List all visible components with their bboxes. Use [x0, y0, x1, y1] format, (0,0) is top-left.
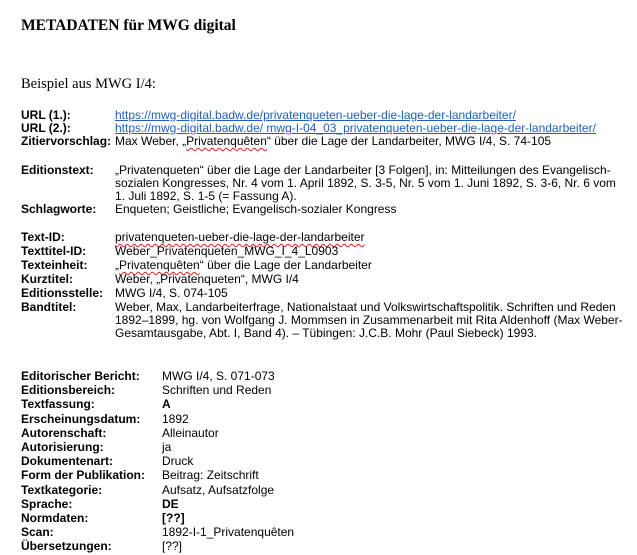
url2-link[interactable]: https://mwg-digital.badw.de/ mwg-I-04_03_privatenqueten-ueber-die-lage-der-landarbeiter/	[115, 121, 596, 135]
bandtitel-value: Weber, Max, Landarbeiterfrage, Nationalstaat und Volkswirtschaftspolitik. Schriften und Reden 1892–1899, hg. von Wolfgang J. Mommsen in Zusammenarbeit mit Rita Aldenhoff (Max Weber-Gesamtausgabe, Abt. I, Band 4). – Tübingen: J.C.B. Mohr (Paul Siebeck) 1993.	[115, 300, 623, 340]
page-title: METADATEN für MWG digital	[21, 17, 236, 34]
kurztitel-value: Weber, „Privatenqueten“, MWG I/4	[115, 272, 299, 286]
report-row-label: Scan:	[21, 525, 54, 539]
schlagworte-value: Enqueten; Geistliche; Evangelisch-sozialer Kongress	[115, 202, 397, 216]
report-row-value: MWG I/4, S. 071-073	[162, 369, 275, 383]
textid-label: Text-ID:	[21, 230, 65, 244]
texttitelid-label: Texttitel-ID:	[21, 244, 87, 258]
textid-value: privatenqueten-ueber-die-lage-der-landarbeiter	[115, 230, 365, 244]
example-heading: Beispiel aus MWG I/4:	[21, 76, 156, 92]
report-row-label: Form der Publikation:	[21, 468, 146, 482]
texteinheit-value: „Privatenquêten“ über die Lage der Landarbeiter	[115, 258, 372, 272]
report-row-value: Alleinautor	[162, 426, 219, 440]
bandtitel-label: Bandtitel:	[21, 300, 77, 314]
report-row-value: A	[162, 397, 171, 411]
editionstext-label: Editionstext:	[21, 163, 94, 177]
report-row-label: Sprache:	[21, 497, 73, 511]
report-row-value: [??]	[162, 539, 183, 553]
report-row-label: Textfassung:	[21, 397, 95, 411]
kurztitel-label: Kurztitel:	[21, 272, 73, 286]
report-row-value: DE	[162, 497, 179, 511]
report-row-value: 1892-I-1_Privatenquêten	[162, 525, 295, 539]
report-row-label: Autorisierung:	[21, 440, 104, 454]
report-row-label: Dokumentenart:	[21, 454, 114, 468]
report-row-label: Übersetzungen:	[21, 539, 112, 553]
report-row-label: Normdaten:	[21, 511, 89, 525]
editionsstelle-value: MWG I/4, S. 074-105	[115, 286, 228, 300]
report-row-value: Druck	[162, 454, 194, 468]
report-row-label: Editionsbereich:	[21, 383, 116, 397]
zitiervorschlag-value: Max Weber, „Privatenquêten“ über die Lage der Landarbeiter, MWG I/4, S. 74-105	[115, 134, 552, 148]
texttitelid-value: Weber_Privatenqueten_MWG_I_4_L0903	[115, 244, 339, 258]
report-row-value: Beitrag: Zeitschrift	[162, 468, 259, 482]
zitiervorschlag-label: Zitiervorschlag:	[21, 134, 112, 148]
editionsstelle-label: Editionsstelle:	[21, 286, 104, 300]
report-row-value: Aufsatz, Aufsatzfolge	[162, 483, 275, 497]
url2-label: URL (2.):	[21, 121, 71, 135]
schlagworte-label: Schlagworte:	[21, 202, 97, 216]
report-row-label: Editorischer Bericht:	[21, 369, 140, 383]
report-row-label: Autorenschaft:	[21, 426, 107, 440]
texteinheit-label: Texteinheit:	[21, 258, 88, 272]
report-row-value: [??]	[162, 511, 185, 525]
report-row-label: Textkategorie:	[21, 483, 103, 497]
url1-label: URL (1.):	[21, 108, 71, 122]
editionstext-value: „Privatenqueten“ über die Lage der Landarbeiter [3 Folgen], in: Mitteilungen des Evangelisch-sozialen Kongresses, Nr. 4 vom 1. April 1892, S. 3-5, Nr. 5 vom 1. Juni 1892, S. 3-6, Nr. 6 vom 1. Juli 1892, S. 1-5 (= Fassung A).	[115, 163, 616, 203]
report-row-value: 1892	[162, 412, 189, 426]
report-row-value: Schriften und Reden	[162, 383, 272, 397]
report-row-value: ja	[162, 440, 172, 454]
url1-link[interactable]: https://mwg-digital.badw.de/privatenqueten-ueber-die-lage-der-landarbeiter/	[115, 108, 516, 122]
report-row-label: Erscheinungsdatum:	[21, 412, 141, 426]
